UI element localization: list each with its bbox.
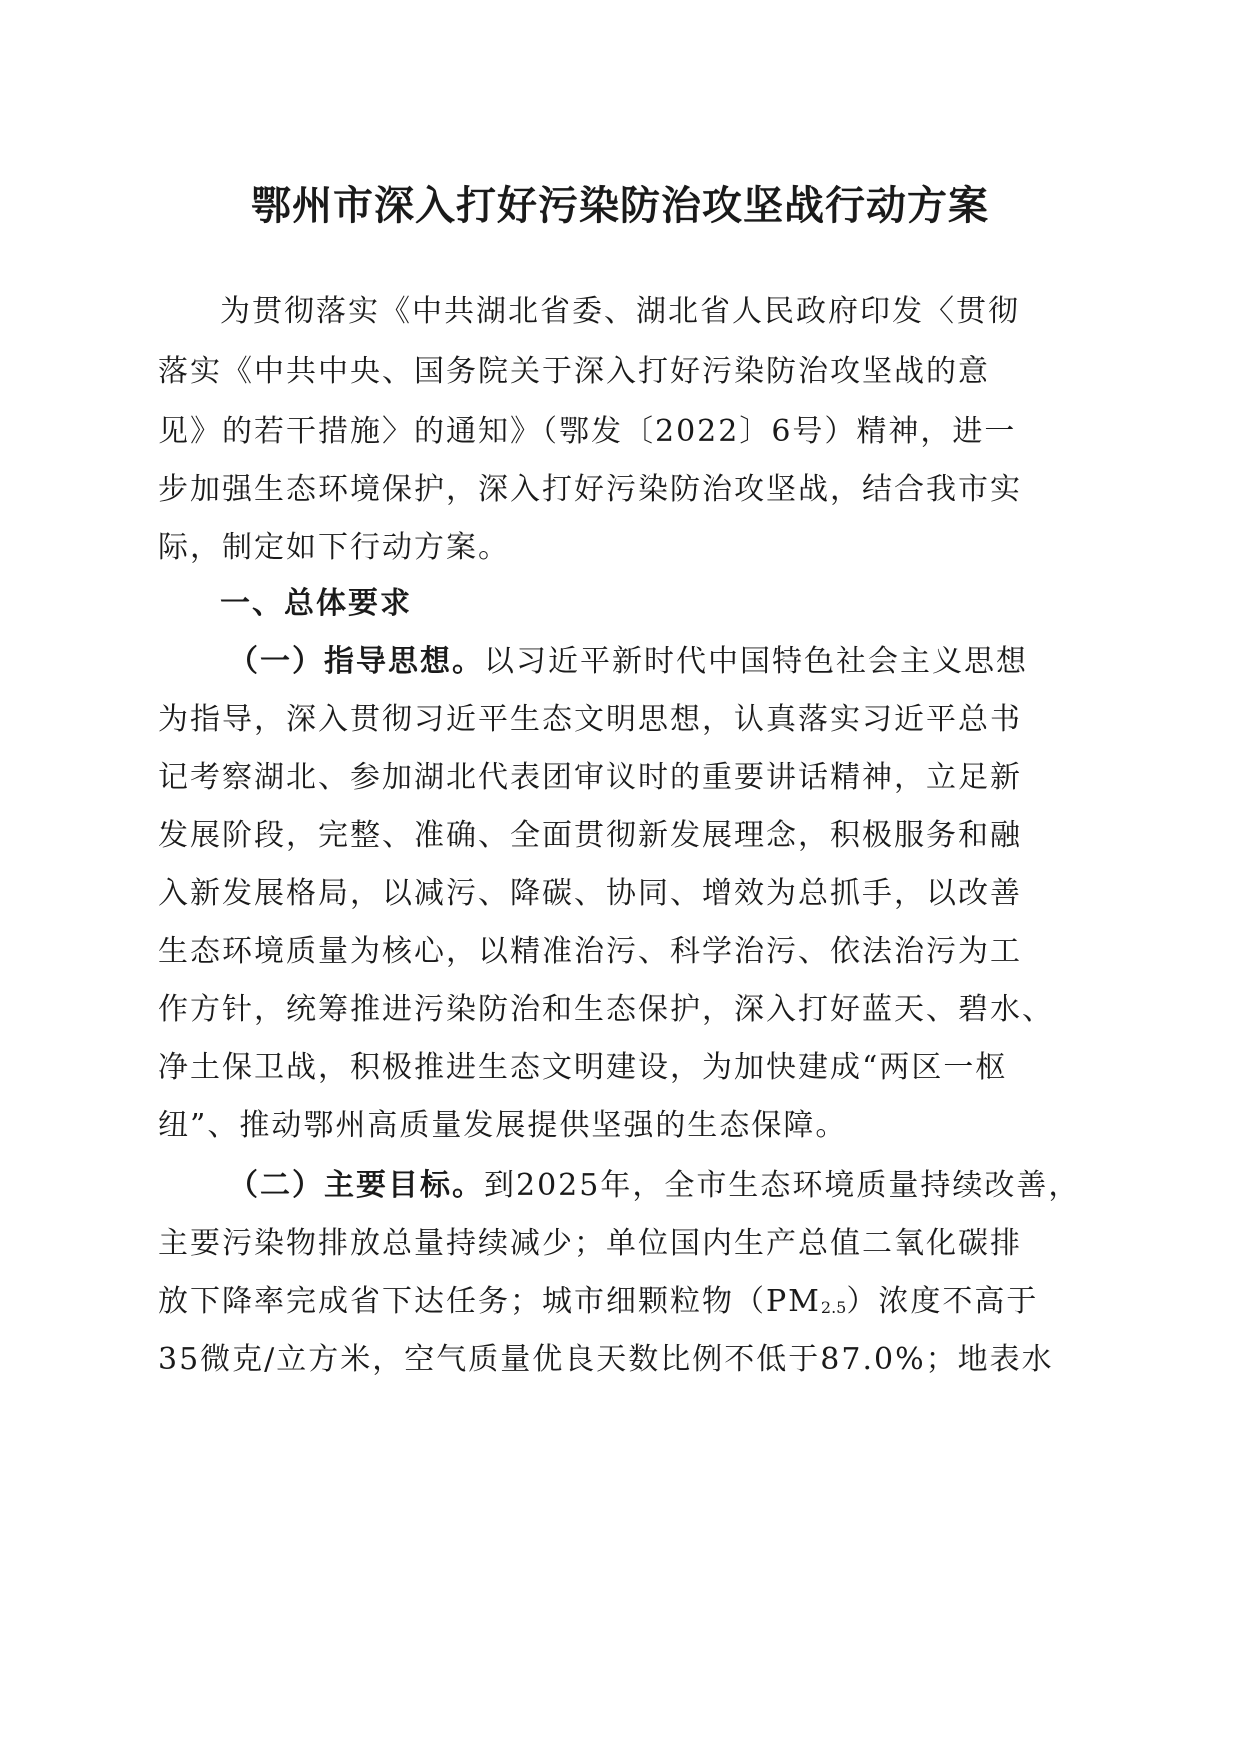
intro-line-1: 为贯彻落实《中共湖北省委、湖北省人民政府印发〈贯彻: [220, 294, 1020, 329]
document-title: 鄂州市深入打好污染防治攻坚战行动方案: [251, 182, 989, 229]
guiding-lead: （一）指导思想。: [228, 644, 484, 679]
guiding-line-7: 作方针，统筹推进污染防治和生态保护，深入打好蓝天、碧水、: [158, 992, 1054, 1027]
goals-line-1: [228, 1164, 1080, 1208]
guiding-line-1: [228, 640, 1028, 684]
pm-subscript: 2.5: [820, 1298, 847, 1317]
goals-line-3: [158, 1280, 1038, 1330]
intro-line-5: 际，制定如下行动方案。: [158, 530, 510, 565]
goals-line-3-pre: 放下降率完成省下达任务；城市细颗粒物（PM: [158, 1284, 821, 1319]
guiding-line-2: 为指导，深入贯彻习近平生态文明思想，认真落实习近平总书: [158, 702, 1022, 737]
goals-lead: （二）主要目标。: [228, 1168, 484, 1203]
section-heading-general-requirements: 一、总体要求: [220, 586, 412, 621]
intro-line-2: 落实《中共中央、国务院关于深入打好污染防治攻坚战的意: [158, 354, 990, 389]
goals-line-3-post: ）浓度不高于: [846, 1284, 1039, 1319]
goals-line-4: 35微克/立方米，空气质量优良天数比例不低于87.0%；地表水: [158, 1342, 1054, 1377]
intro-line-3: 见》的若干措施〉的通知》（鄂发〔2022〕6号）精神，进一: [158, 414, 1017, 449]
goals-line-2: 主要污染物排放总量持续减少；单位国内生产总值二氧化碳排: [158, 1226, 1022, 1261]
guiding-line-5: 入新发展格局，以减污、降碳、协同、增效为总抓手，以改善: [158, 876, 1022, 911]
goals-first-rest: 到2025年，全市生态环境质量持续改善，: [484, 1168, 1081, 1203]
guiding-first-rest: 以习近平新时代中国特色社会主义思想: [484, 644, 1028, 679]
guiding-line-3: 记考察湖北、参加湖北代表团审议时的重要讲话精神，立足新: [158, 760, 1022, 795]
intro-line-4: 步加强生态环境保护，深入打好污染防治攻坚战，结合我市实: [158, 472, 1022, 507]
guiding-line-8: 净土保卫战，积极推进生态文明建设，为加快建成“两区一枢: [158, 1050, 1008, 1085]
guiding-line-9: 纽”、推动鄂州高质量发展提供坚强的生态保障。: [158, 1108, 848, 1143]
guiding-line-6: 生态环境质量为核心，以精准治污、科学治污、依法治污为工: [158, 934, 1022, 969]
guiding-line-4: 发展阶段，完整、准确、全面贯彻新发展理念，积极服务和融: [158, 818, 1022, 853]
